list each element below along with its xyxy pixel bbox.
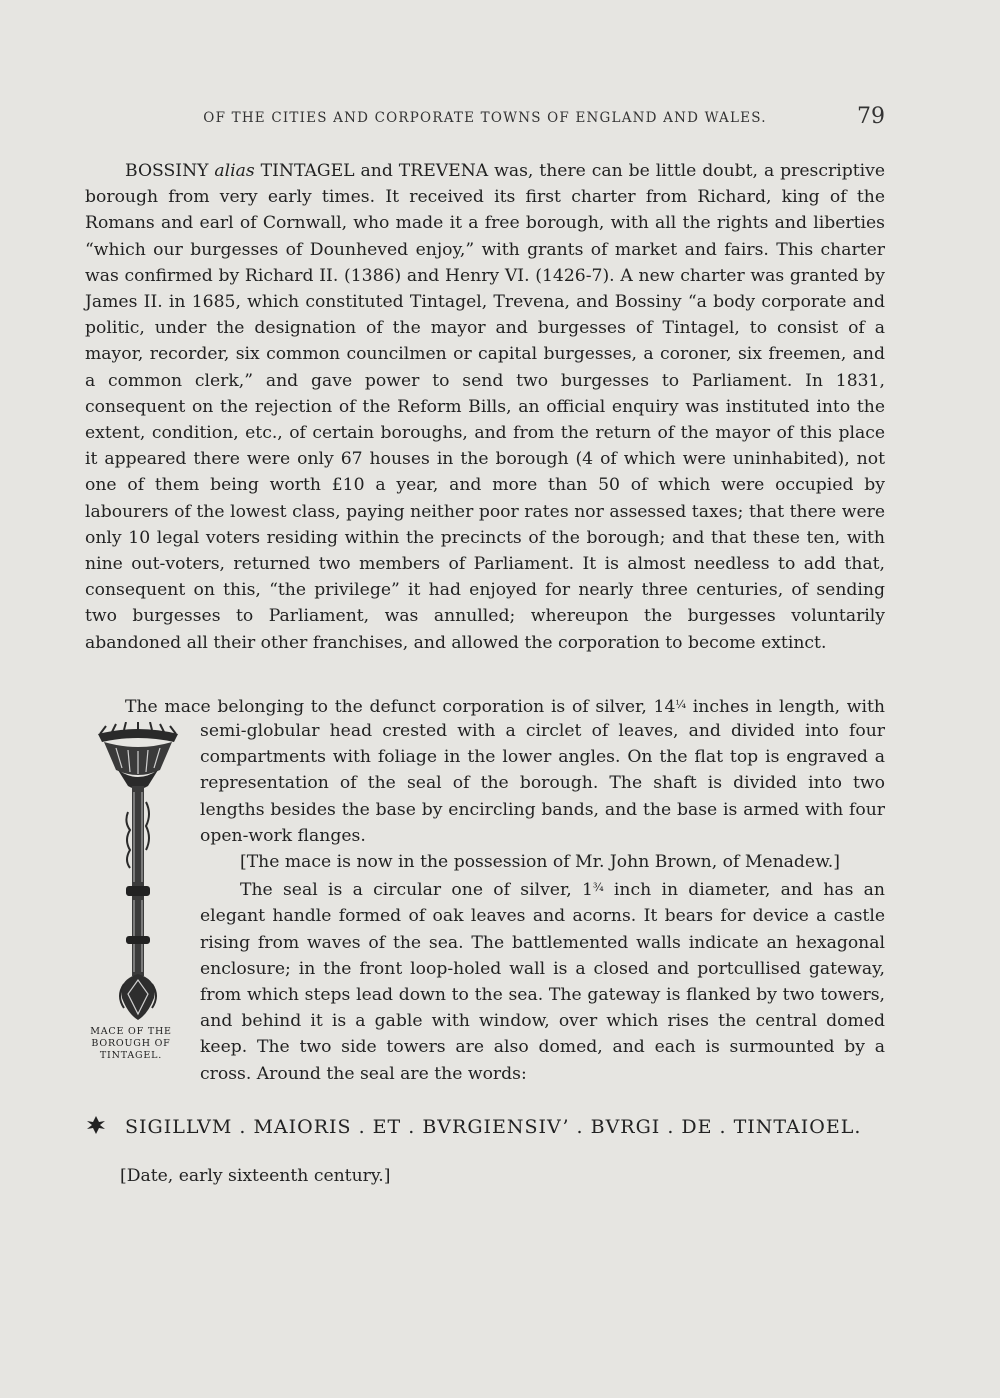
fraction: ¼	[675, 698, 687, 711]
running-head: OF THE CITIES AND CORPORATE TOWNS OF ENGLAND AND WALES.	[203, 110, 767, 126]
paragraph-text: BOSSINY	[125, 161, 215, 181]
mace-description-continued	[200, 718, 885, 1087]
paragraph-seal	[200, 875, 885, 1087]
first-line-spacer	[85, 692, 200, 718]
fraction: ¾	[592, 881, 604, 895]
paragraph-p2-continued	[200, 718, 885, 849]
paragraph-text: TINTAGEL and TREVENA was, there can be little doubt, a prescriptive borough from very early times. It received its first charter from Richard, king of the Romans and earl of Cornwall, who made it a free borough, with all the rights and liberties “which our burgesses of Dounheved enjoy,” with grants of market and fairs. This charter was confirmed by Richard II. (1386) and Henry VI. (1426-7). A new charter was granted by James II. in 1685, which constituted Tintagel, Trevena, and Bossiny “a body corporate and politic, under the designation of the mayor and burgesses of Tintagel, to consist of a mayor, recorder, six common councilmen or capital burgesses, a coroner, six freemen, and a common clerk,” and gave power to send two burgesses to Parliament. In 1831, consequent on the rejection of the Reform Bills, an official enquiry was instituted into the extent, condition, etc., of certain boroughs, and from the return of the mayor of this place it appeared there were only 67 houses in the borough (4 of which were uninhabited), not one of them being worth £10 a year, and more than 50 of which were occupied by labourers of the lowest class, paying neither poor rates nor assessed taxes; that there were only 10 legal voters residing within the precincts of the borough; and that these ten, with nine out-voters, returned two members of Parliament. It is almost needless to add that, consequent on this, “the privilege” it had enjoyed for nearly three centuries, of sending two burgesses to Parliament, was annulled; whereupon the burgesses voluntarily abandoned all their other franchises, and allowed the corporation to become extinct.	[85, 161, 885, 653]
paragraph-text: The mace belonging to the defunct corporation is of silver, 14	[125, 697, 676, 717]
paragraph-text: inch in diameter, and has an elegant handle formed of oak leaves and acorns. It bears for device a castle rising from waves of the sea. The battlemented walls indicate an hexagonal enclosure; in the front loop-holed wall is a closed and portcullised gateway, from which steps lead down to the sea. The gateway is flanked by two towers, and behind it is a gable with window, over which rises the central domed keep. The two side towers are also domed, and each is surmounted by a cross. Around the seal are the words:	[200, 880, 885, 1084]
figure-caption: MACE OF THE BOROUGH OF TINTAGEL.	[90, 1026, 172, 1061]
paragraph-bossiny-history	[85, 158, 885, 656]
main-flow	[85, 692, 885, 718]
paragraph-text: inches in length, with	[692, 697, 885, 717]
figure-spacer	[85, 692, 200, 1044]
seal-inscription	[85, 1114, 905, 1138]
inscription-text: SIGILLVM . MAIORIS . ET . BVRGIENSIV’ . BVRGI . DE . TINTAIOEL.	[125, 1116, 862, 1138]
paragraph-text: The seal is a circular one of silver, 1	[240, 880, 593, 901]
date-note: [Date, early sixteenth century.]	[120, 1166, 391, 1186]
page-number: 79	[857, 104, 885, 129]
paragraph-text: semi-globular head crested with a circlet of leaves, and divided into four compartments with foliage in the lower angles. On the flat top is engraved a representation of the seal of the borough. The shaft is divided into two lengths besides the base by encircling bands, and the base is armed with four open-work flanges.	[200, 721, 885, 846]
paragraph-mace-owner: [The mace is now in the possession of Mr. John Brown, of Menadew.]	[240, 852, 840, 873]
cross-pattee-icon	[85, 1114, 107, 1136]
italic-word: alias	[214, 161, 255, 181]
